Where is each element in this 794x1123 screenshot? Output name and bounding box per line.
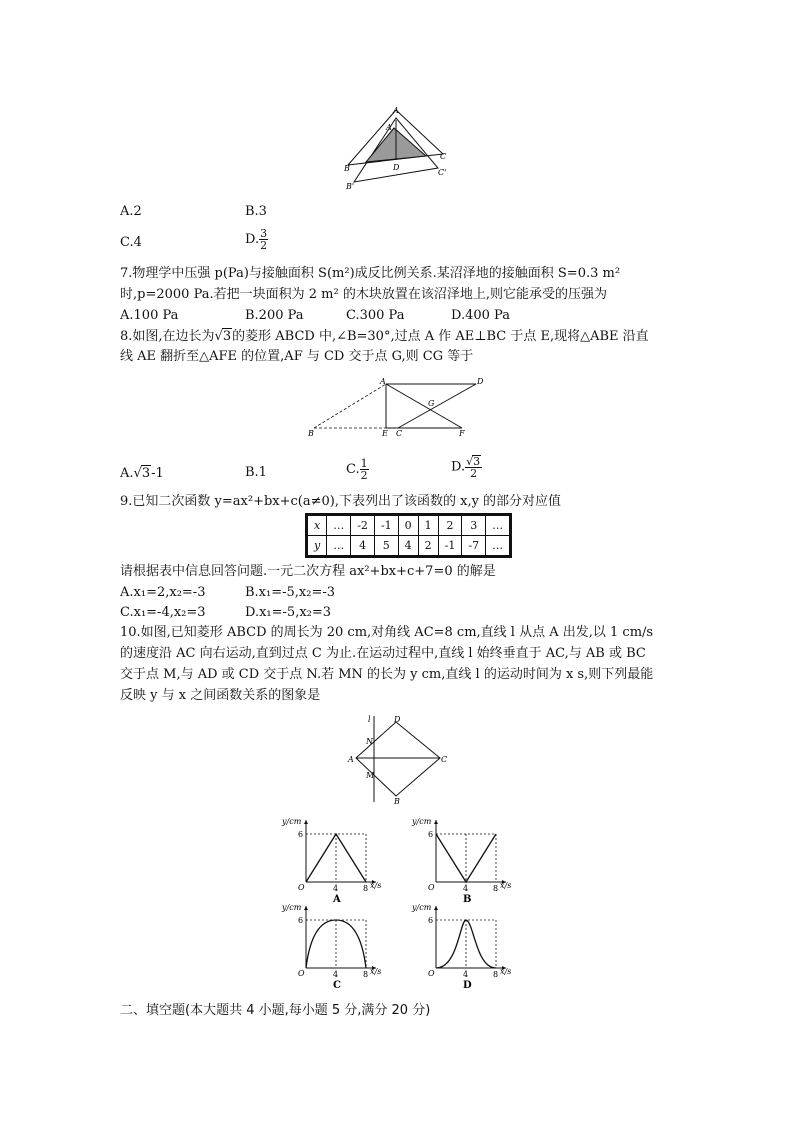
x-axis-label: x/s bbox=[370, 881, 382, 890]
graph-option-label: A bbox=[333, 894, 341, 904]
q8-text-line1: 8.如图,在边长为√3的菱形 ABCD 中,∠B=30°,过点 A 作 AE⊥BC 于点 E,现将△ABE 沿直 bbox=[120, 329, 649, 344]
y-axis-label: y/cm bbox=[412, 817, 432, 826]
q7-option-d[interactable]: D.400 Pa bbox=[451, 308, 510, 323]
table-cell: … bbox=[327, 536, 351, 556]
table-cell: -1 bbox=[374, 516, 398, 536]
q6-triangle-figure bbox=[338, 104, 458, 194]
q9-option-c[interactable]: C.x₁=-4,x₂=3 bbox=[120, 605, 206, 620]
q6-option-d-prefix: D. bbox=[245, 232, 260, 247]
q7-text-line1: 7.物理学中压强 p(Pa)与接触面积 S(m²)成反比例关系.某沼泽地的接触面积 S=0.3 m² bbox=[120, 266, 621, 281]
table-cell: 0 bbox=[398, 516, 418, 536]
q8-fig-label-B: B bbox=[308, 429, 314, 438]
x-tick-8: 8 bbox=[363, 884, 369, 893]
q9-value-table bbox=[305, 513, 512, 558]
q9-option-d[interactable]: D.x₁=-5,x₂=3 bbox=[245, 605, 332, 620]
q9-text-line1: 9.已知二次函数 y=ax²+bx+c(a≠0),下表列出了该函数的 x,y 的部分对应值 bbox=[120, 494, 562, 509]
x-axis-label: x/s bbox=[500, 967, 512, 976]
q7-option-b[interactable]: B.200 Pa bbox=[245, 308, 304, 323]
q10-text-line3: 交于点 M,与 AD 或 CD 交于点 N.若 MN 的长为 y cm,直线 l 的运动时间为 x s,则下列最能 bbox=[120, 667, 654, 682]
q8-option-a[interactable]: A.√3-1 bbox=[120, 466, 164, 481]
q9-option-b[interactable]: B.x₁=-5,x₂=-3 bbox=[245, 585, 336, 600]
q10-text-line4: 反映 y 与 x 之间函数关系的图象是 bbox=[120, 688, 321, 703]
table-cell: 2 bbox=[418, 536, 438, 556]
y-tick-6: 6 bbox=[428, 830, 434, 839]
y-tick-6: 6 bbox=[428, 916, 434, 925]
q10-fig-label-A: A bbox=[348, 755, 354, 764]
q8-text-line2: 线 AE 翻折至△AFE 的位置,AF 与 CD 交于点 G,则 CG 等于 bbox=[120, 349, 474, 364]
x-tick-4: 4 bbox=[333, 970, 339, 979]
table-cell: … bbox=[486, 516, 510, 536]
origin-label: O bbox=[298, 969, 305, 978]
q8-fig-label-D: D bbox=[477, 377, 484, 386]
table-cell: -2 bbox=[351, 516, 375, 536]
q10-fig-label-M: M bbox=[366, 771, 375, 780]
origin-label: O bbox=[428, 969, 435, 978]
q6-option-a[interactable]: A.2 bbox=[120, 204, 142, 219]
q6-option-b[interactable]: B.3 bbox=[245, 204, 267, 219]
q9-option-a[interactable]: A.x₁=2,x₂=-3 bbox=[120, 585, 206, 600]
q8-fig-label-C: C bbox=[396, 429, 403, 438]
q10-fig-label-N: N bbox=[366, 737, 373, 746]
x-tick-4: 4 bbox=[463, 884, 469, 893]
q6-option-d-fraction: $\frac{3}{2}$ bbox=[260, 227, 268, 252]
y-axis-label: y/cm bbox=[412, 903, 432, 912]
origin-label: O bbox=[428, 883, 435, 892]
table-cell: 2 bbox=[438, 516, 462, 536]
fig6-label-A2: A bbox=[386, 123, 392, 132]
q10-graph-d[interactable] bbox=[404, 900, 524, 990]
q8-rhombus-figure bbox=[300, 372, 500, 444]
x-tick-4: 4 bbox=[333, 884, 339, 893]
table-cell: 3 bbox=[462, 516, 486, 536]
origin-label: O bbox=[298, 883, 305, 892]
graph-option-label: C bbox=[333, 980, 341, 990]
y-tick-6: 6 bbox=[298, 916, 304, 925]
q10-fig-label-B: B bbox=[394, 797, 400, 804]
q8-option-d-fraction: $\frac{√3}{2}$ bbox=[466, 455, 481, 480]
q7-option-a[interactable]: A.100 Pa bbox=[120, 308, 179, 323]
q6-option-c[interactable]: C.4 bbox=[120, 235, 142, 250]
q10-graph-a[interactable] bbox=[274, 814, 394, 904]
q8-option-b[interactable]: B.1 bbox=[245, 465, 267, 480]
q10-graph-b[interactable] bbox=[404, 814, 524, 904]
x-tick-8: 8 bbox=[493, 884, 499, 893]
y-axis-arrow-icon bbox=[434, 820, 438, 824]
q8-option-c[interactable]: C. $\frac{1}{2}$ bbox=[346, 457, 368, 482]
table-cell: … bbox=[486, 536, 510, 556]
q8-option-c-fraction: $\frac{1}{2}$ bbox=[360, 457, 368, 482]
q9-text-line2: 请根据表中信息回答问题.一元二次方程 ax²+bx+c+7=0 的解是 bbox=[120, 564, 496, 579]
table-cell: 4 bbox=[398, 536, 418, 556]
q10-text-line1: 10.如图,已知菱形 ABCD 的周长为 20 cm,对角线 AC=8 cm,直线 l 从点 A 出发,以 1 cm/s bbox=[120, 625, 654, 640]
q10-text-line2: 的速度沿 AC 向右运动,直到过点 C 为止.在运动过程中,直线 l 始终垂直于 AC,与 AB 或 BC bbox=[120, 646, 646, 661]
y-axis-arrow-icon bbox=[434, 906, 438, 910]
q7-text-line2: 时,p=2000 Pa.若把一块面积为 2 m² 的木块放置在该沼泽地上,则它能承受的压强为 bbox=[120, 287, 607, 302]
x-tick-8: 8 bbox=[363, 970, 369, 979]
table-cell: -7 bbox=[462, 536, 486, 556]
q8-fig-label-E: E bbox=[382, 429, 388, 438]
fig6-label-D: D bbox=[393, 163, 400, 172]
table-cell: 4 bbox=[351, 536, 375, 556]
graph-option-label: D bbox=[463, 980, 472, 990]
fig6-label-C2: C' bbox=[438, 168, 447, 177]
y-axis-arrow-icon bbox=[304, 906, 308, 910]
fig6-label-C: C bbox=[440, 152, 447, 161]
q10-graph-c[interactable] bbox=[274, 900, 394, 990]
table-cell: 1 bbox=[418, 516, 438, 536]
table-cell: y bbox=[308, 536, 327, 556]
x-axis-label: x/s bbox=[370, 967, 382, 976]
table-cell: -1 bbox=[438, 536, 462, 556]
table-row bbox=[308, 516, 510, 536]
q10-fig-label-D: D bbox=[394, 715, 401, 724]
section2-heading: 二、填空题(本大题共 4 小题,每小题 5 分,满分 20 分) bbox=[120, 1003, 431, 1018]
y-axis-arrow-icon bbox=[304, 820, 308, 824]
q8-fig-label-A: A bbox=[380, 377, 386, 386]
x-tick-4: 4 bbox=[463, 970, 469, 979]
q10-fig-label-l: l bbox=[368, 715, 371, 724]
fig6-label-B2: B' bbox=[346, 182, 355, 191]
fig6-label-A: A bbox=[393, 106, 399, 115]
q7-option-c[interactable]: C.300 Pa bbox=[346, 308, 405, 323]
q8-option-d[interactable]: D. $\frac{√3}{2}$ bbox=[451, 455, 481, 480]
table-cell: … bbox=[327, 516, 351, 536]
graph-option-label: B bbox=[463, 894, 472, 904]
x-axis-label: x/s bbox=[500, 881, 512, 890]
x-tick-8: 8 bbox=[493, 970, 499, 979]
table-cell: x bbox=[308, 516, 327, 536]
table-cell: 5 bbox=[374, 536, 398, 556]
table-row bbox=[308, 536, 510, 556]
q6-option-d[interactable] bbox=[245, 228, 268, 251]
y-axis-label: y/cm bbox=[282, 817, 302, 826]
q10-rhombus-figure bbox=[340, 712, 460, 804]
y-tick-6: 6 bbox=[298, 830, 304, 839]
fig6-label-B: B bbox=[344, 164, 350, 173]
q10-fig-label-C: C bbox=[441, 755, 448, 764]
q8-fig-label-G: G bbox=[428, 399, 435, 408]
y-axis-label: y/cm bbox=[282, 903, 302, 912]
q8-fig-label-F: F bbox=[459, 429, 465, 438]
